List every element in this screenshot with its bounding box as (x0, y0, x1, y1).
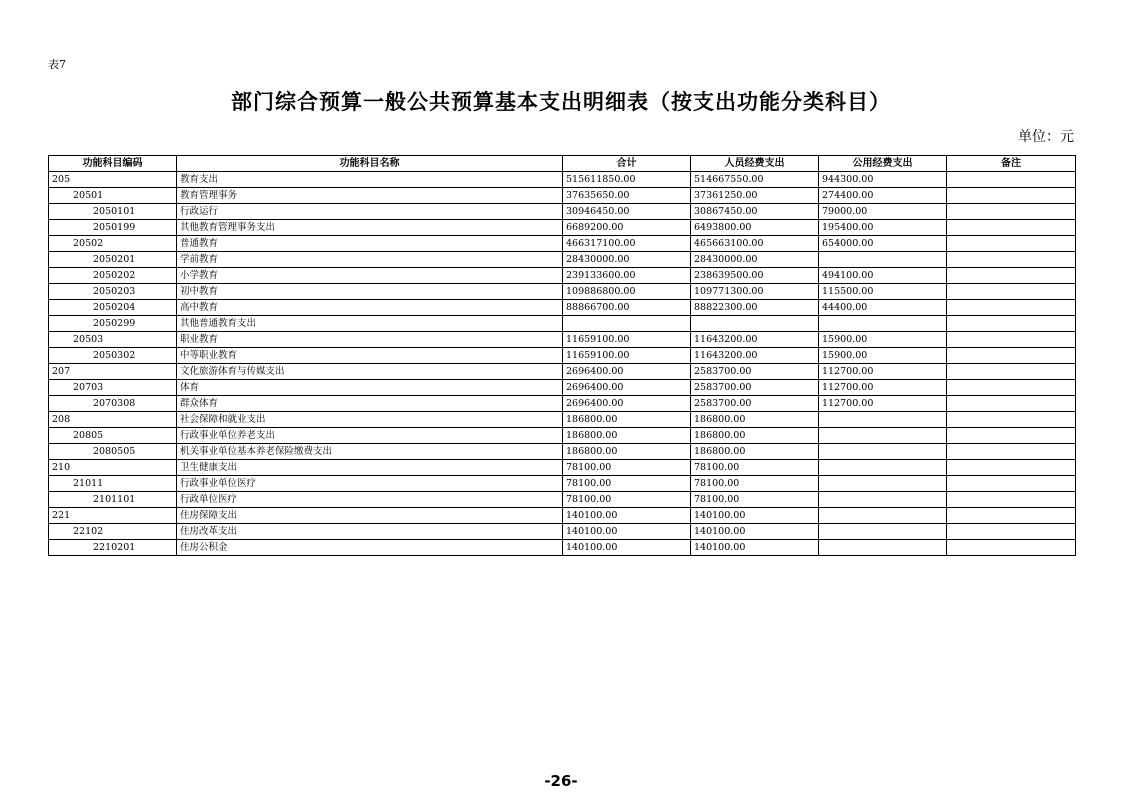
cell-personnel: 465663100.00 (691, 236, 819, 252)
table-row (49, 444, 1076, 460)
cell-name: 卫生健康支出 (177, 460, 563, 476)
cell-name: 小学教育 (177, 268, 563, 284)
cell-name: 社会保障和就业支出 (177, 412, 563, 428)
table-row (49, 252, 1076, 268)
cell-public (819, 316, 947, 332)
cell-personnel: 2583700.00 (691, 380, 819, 396)
cell-total: 140100.00 (563, 508, 691, 524)
cell-personnel: 78100.00 (691, 476, 819, 492)
table-header-row (49, 156, 1076, 172)
cell-public: 112700.00 (819, 396, 947, 412)
cell-total: 140100.00 (563, 524, 691, 540)
cell-code: 2050199 (49, 220, 177, 236)
cell-total: 11659100.00 (563, 332, 691, 348)
cell-note (947, 364, 1076, 380)
cell-personnel: 186800.00 (691, 412, 819, 428)
cell-name: 文化旅游体育与传媒支出 (177, 364, 563, 380)
cell-note (947, 332, 1076, 348)
table-row (49, 332, 1076, 348)
cell-name: 其他普通教育支出 (177, 316, 563, 332)
table-row (49, 236, 1076, 252)
cell-public (819, 460, 947, 476)
cell-code: 2050101 (49, 204, 177, 220)
header-name: 功能科目名称 (177, 156, 563, 172)
cell-personnel: 28430000.00 (691, 252, 819, 268)
cell-public: 44400.00 (819, 300, 947, 316)
cell-public (819, 252, 947, 268)
cell-public (819, 540, 947, 556)
table-row (49, 380, 1076, 396)
cell-personnel: 186800.00 (691, 444, 819, 460)
cell-total: 186800.00 (563, 412, 691, 428)
cell-code: 2050204 (49, 300, 177, 316)
cell-personnel: 37361250.00 (691, 188, 819, 204)
cell-public: 79000.00 (819, 204, 947, 220)
cell-code: 2070308 (49, 396, 177, 412)
cell-total: 6689200.00 (563, 220, 691, 236)
cell-code: 2050201 (49, 252, 177, 268)
table-row (49, 428, 1076, 444)
cell-public (819, 492, 947, 508)
table-row (49, 364, 1076, 380)
cell-code: 208 (49, 412, 177, 428)
cell-public: 654000.00 (819, 236, 947, 252)
cell-total: 109886800.00 (563, 284, 691, 300)
cell-total: 515611850.00 (563, 172, 691, 188)
cell-note (947, 284, 1076, 300)
table-row (49, 396, 1076, 412)
cell-name: 中等职业教育 (177, 348, 563, 364)
table-row (49, 188, 1076, 204)
cell-personnel: 2583700.00 (691, 396, 819, 412)
cell-public: 15900.00 (819, 348, 947, 364)
cell-name: 住房改革支出 (177, 524, 563, 540)
header-personnel: 人员经费支出 (691, 156, 819, 172)
page-number: -26- (544, 772, 578, 790)
cell-code: 2210201 (49, 540, 177, 556)
cell-total: 2696400.00 (563, 396, 691, 412)
cell-note (947, 540, 1076, 556)
cell-personnel: 514667550.00 (691, 172, 819, 188)
cell-personnel (691, 316, 819, 332)
table-row (49, 316, 1076, 332)
cell-note (947, 300, 1076, 316)
cell-name: 普通教育 (177, 236, 563, 252)
table-row (49, 460, 1076, 476)
cell-note (947, 492, 1076, 508)
cell-code: 20501 (49, 188, 177, 204)
cell-note (947, 476, 1076, 492)
cell-total: 239133600.00 (563, 268, 691, 284)
header-code: 功能科目编码 (49, 156, 177, 172)
header-total: 合计 (563, 156, 691, 172)
cell-public: 15900.00 (819, 332, 947, 348)
cell-personnel: 186800.00 (691, 428, 819, 444)
table-row (49, 220, 1076, 236)
cell-name: 行政事业单位养老支出 (177, 428, 563, 444)
cell-code: 2050299 (49, 316, 177, 332)
cell-name: 其他教育管理事务支出 (177, 220, 563, 236)
cell-total: 2696400.00 (563, 380, 691, 396)
cell-name: 行政运行 (177, 204, 563, 220)
cell-code: 22102 (49, 524, 177, 540)
budget-detail-table (48, 155, 1076, 556)
cell-personnel: 140100.00 (691, 508, 819, 524)
table-row (49, 540, 1076, 556)
unit-label: 单位：元 (1018, 129, 1074, 145)
cell-note (947, 412, 1076, 428)
cell-public (819, 444, 947, 460)
cell-personnel: 30867450.00 (691, 204, 819, 220)
cell-code: 2050203 (49, 284, 177, 300)
cell-public: 115500.00 (819, 284, 947, 300)
cell-total (563, 316, 691, 332)
cell-personnel: 109771300.00 (691, 284, 819, 300)
cell-code: 20502 (49, 236, 177, 252)
table-body (49, 172, 1076, 556)
cell-note (947, 268, 1076, 284)
cell-total: 28430000.00 (563, 252, 691, 268)
cell-public: 112700.00 (819, 364, 947, 380)
table-row (49, 508, 1076, 524)
cell-code: 2050202 (49, 268, 177, 284)
cell-code: 205 (49, 172, 177, 188)
header-note: 备注 (947, 156, 1076, 172)
cell-note (947, 524, 1076, 540)
table-row (49, 476, 1076, 492)
cell-note (947, 508, 1076, 524)
cell-personnel: 2583700.00 (691, 364, 819, 380)
cell-code: 210 (49, 460, 177, 476)
cell-public (819, 476, 947, 492)
cell-personnel: 11643200.00 (691, 348, 819, 364)
cell-note (947, 220, 1076, 236)
cell-total: 88866700.00 (563, 300, 691, 316)
page-title: 部门综合预算一般公共预算基本支出明细表（按支出功能分类科目） (231, 90, 891, 114)
cell-note (947, 252, 1076, 268)
table-row (49, 412, 1076, 428)
table-row (49, 204, 1076, 220)
cell-personnel: 140100.00 (691, 540, 819, 556)
cell-note (947, 188, 1076, 204)
cell-note (947, 204, 1076, 220)
cell-personnel: 11643200.00 (691, 332, 819, 348)
cell-name: 行政事业单位医疗 (177, 476, 563, 492)
cell-note (947, 236, 1076, 252)
cell-total: 186800.00 (563, 428, 691, 444)
cell-code: 20503 (49, 332, 177, 348)
cell-code: 2050302 (49, 348, 177, 364)
cell-note (947, 316, 1076, 332)
table-row (49, 300, 1076, 316)
cell-name: 学前教育 (177, 252, 563, 268)
cell-total: 78100.00 (563, 476, 691, 492)
cell-name: 高中教育 (177, 300, 563, 316)
cell-public: 112700.00 (819, 380, 947, 396)
cell-public (819, 508, 947, 524)
cell-code: 21011 (49, 476, 177, 492)
cell-public (819, 524, 947, 540)
cell-total: 2696400.00 (563, 364, 691, 380)
table-row (49, 524, 1076, 540)
cell-note (947, 380, 1076, 396)
cell-note (947, 444, 1076, 460)
cell-code: 2080505 (49, 444, 177, 460)
table-row (49, 172, 1076, 188)
cell-name: 初中教育 (177, 284, 563, 300)
cell-personnel: 140100.00 (691, 524, 819, 540)
cell-name: 住房公积金 (177, 540, 563, 556)
cell-total: 78100.00 (563, 460, 691, 476)
table-row (49, 348, 1076, 364)
cell-public: 944300.00 (819, 172, 947, 188)
cell-total: 37635650.00 (563, 188, 691, 204)
cell-name: 职业教育 (177, 332, 563, 348)
cell-name: 群众体育 (177, 396, 563, 412)
cell-public: 494100.00 (819, 268, 947, 284)
table-number-label: 表7 (48, 58, 66, 71)
cell-total: 140100.00 (563, 540, 691, 556)
cell-name: 教育管理事务 (177, 188, 563, 204)
cell-code: 221 (49, 508, 177, 524)
cell-note (947, 428, 1076, 444)
cell-total: 186800.00 (563, 444, 691, 460)
cell-total: 78100.00 (563, 492, 691, 508)
cell-personnel: 78100.00 (691, 460, 819, 476)
table-row (49, 284, 1076, 300)
cell-note (947, 460, 1076, 476)
cell-note (947, 172, 1076, 188)
cell-note (947, 396, 1076, 412)
cell-code: 207 (49, 364, 177, 380)
cell-code: 20703 (49, 380, 177, 396)
cell-public: 274400.00 (819, 188, 947, 204)
cell-note (947, 348, 1076, 364)
cell-public (819, 428, 947, 444)
table-row (49, 492, 1076, 508)
cell-name: 教育支出 (177, 172, 563, 188)
cell-public: 195400.00 (819, 220, 947, 236)
cell-name: 机关事业单位基本养老保险缴费支出 (177, 444, 563, 460)
header-public: 公用经费支出 (819, 156, 947, 172)
cell-personnel: 78100.00 (691, 492, 819, 508)
cell-total: 466317100.00 (563, 236, 691, 252)
cell-total: 11659100.00 (563, 348, 691, 364)
cell-code: 20805 (49, 428, 177, 444)
cell-name: 住房保障支出 (177, 508, 563, 524)
cell-personnel: 238639500.00 (691, 268, 819, 284)
cell-name: 体育 (177, 380, 563, 396)
cell-personnel: 6493800.00 (691, 220, 819, 236)
table-row (49, 268, 1076, 284)
cell-total: 30946450.00 (563, 204, 691, 220)
cell-personnel: 88822300.00 (691, 300, 819, 316)
cell-name: 行政单位医疗 (177, 492, 563, 508)
cell-code: 2101101 (49, 492, 177, 508)
cell-public (819, 412, 947, 428)
